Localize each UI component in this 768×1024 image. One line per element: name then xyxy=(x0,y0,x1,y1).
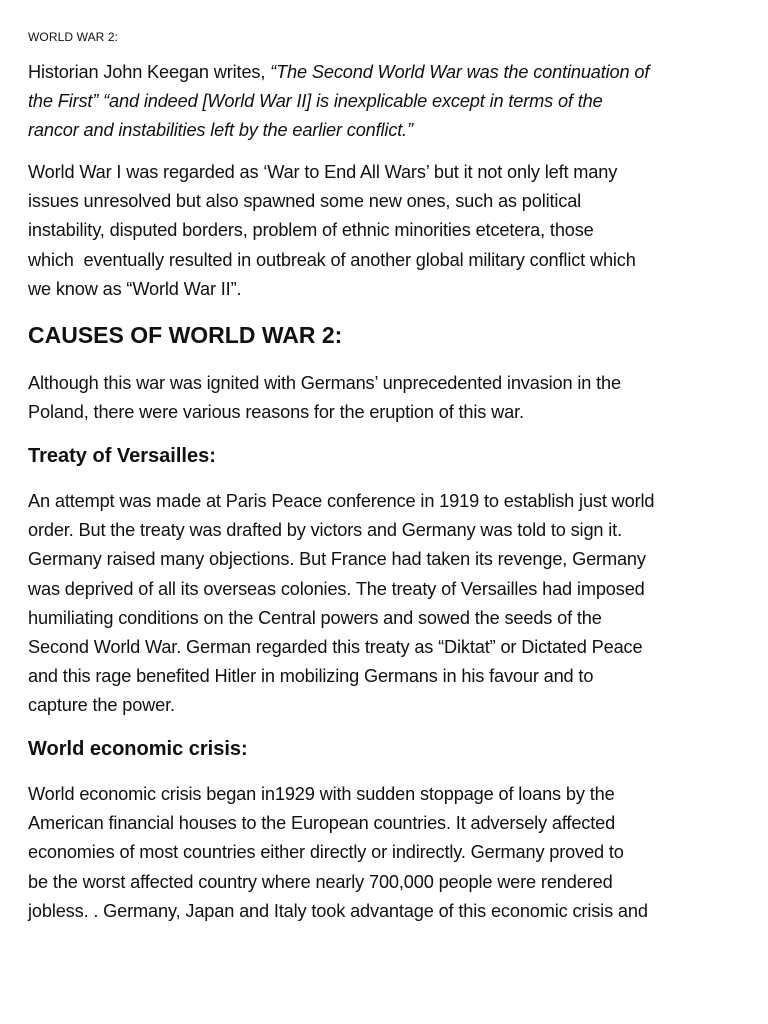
paragraph-line: Second World War. German regarded this treaty as “Diktat” or Dictated Peace xyxy=(28,637,643,658)
treaty-paragraph xyxy=(28,487,654,721)
paragraph-line: and this rage benefited Hitler in mobilizing Germans in his favour and to xyxy=(28,666,594,687)
economic-crisis-heading: World economic crisis: xyxy=(28,738,248,760)
paragraph-line: capture the power. xyxy=(28,695,175,716)
document-header: WORLD WAR 2: xyxy=(28,30,119,44)
paragraph-line: was deprived of all its overseas colonies. The treaty of Versailles had imposed xyxy=(28,578,645,599)
intro-quote-paragraph xyxy=(28,58,649,146)
quote-line-1: “The Second World War was the continuation of xyxy=(270,62,650,82)
paragraph-line: we know as “World War II”. xyxy=(28,278,242,299)
paragraph-line: jobless. . Germany, Japan and Italy took advantage of this economic crisis and xyxy=(28,900,648,921)
paragraph-line: Poland, there were various reasons for the eruption of this war. xyxy=(28,402,524,423)
paragraph-line: World War I was regarded as ‘War to End All Wars’ but it not only left many xyxy=(28,162,618,182)
paragraph-line: be the worst affected country where nearly 700,000 people were rendered xyxy=(28,871,613,892)
causes-heading: CAUSES OF WORLD WAR 2: xyxy=(28,322,343,348)
paragraph-line: humiliating conditions on the Central powers and sowed the seeds of the xyxy=(28,607,602,628)
paragraph-line: issues unresolved but also spawned some new ones, such as political xyxy=(28,191,582,212)
paragraph-line: order. But the treaty was drafted by victors and Germany was told to sign it. xyxy=(28,520,622,541)
causes-intro-paragraph xyxy=(28,369,621,427)
paragraph-line: Germany raised many objections. But France had taken its revenge, Germany xyxy=(28,549,646,570)
treaty-heading: Treaty of Versailles: xyxy=(28,445,216,467)
paragraph-line: which eventually resulted in outbreak of another global military conflict which xyxy=(28,249,636,270)
paragraph-line: World economic crisis began in1929 with sudden stoppage of loans by the xyxy=(28,784,615,804)
paragraph-line: Although this war was ignited with Germans’ unprecedented invasion in the xyxy=(28,373,621,393)
ww1-paragraph xyxy=(28,158,636,304)
paragraph-line: instability, disputed borders, problem of ethnic minorities etcetera, those xyxy=(28,220,594,241)
economic-crisis-paragraph xyxy=(28,780,648,926)
paragraph-line: economies of most countries either directly or indirectly. Germany proved to xyxy=(28,842,624,863)
quote-line-2: the First” “and indeed [World War II] is inexplicable except in terms of the xyxy=(28,91,603,112)
quote-line-3: rancor and instabilities left by the earlier conflict.” xyxy=(28,120,413,141)
quote-lead: Historian John Keegan writes, xyxy=(28,62,271,82)
paragraph-line: An attempt was made at Paris Peace conference in 1919 to establish just world xyxy=(28,491,655,511)
paragraph-line: American financial houses to the European countries. It adversely affected xyxy=(28,813,616,834)
